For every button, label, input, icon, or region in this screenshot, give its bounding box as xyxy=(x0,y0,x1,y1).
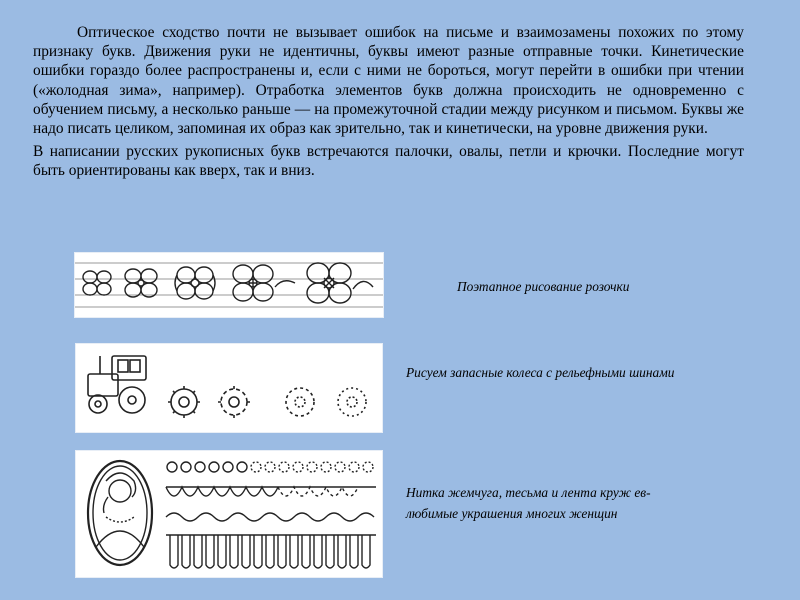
jewelry-caption xyxy=(406,482,746,524)
text-block xyxy=(33,23,744,185)
jewelry-illustration xyxy=(75,450,383,578)
lace-drawing xyxy=(76,451,382,577)
jewelry-caption-line-1: Нитка жемчуга, тесьма и лента круж ев- xyxy=(406,485,651,500)
rose-caption: Поэтапное рисование розочки xyxy=(457,279,630,294)
paragraph-1: Оптическое сходство почти не вызывает ошибок на письме и взаимозамены похожих по этому признаку букв. Движения руки не идентичны, буквы имеют разные отправные точки. Кинетические ошибки гораздо более распространены и, если с ними не бороться, могут перейти в ошибки при чтении («жолодная зима», например). Отработка элементов букв должна происходить не одновременно с обучением письму, а несколько раньше — на промежуточной стадии между рисунком и письмом. Буквы же надо писать целиком, запоминая их образ как зрительно, так и кинетически, на уровне движения руки. xyxy=(33,24,744,138)
rose-drawing xyxy=(75,253,383,317)
rose-illustration xyxy=(74,252,384,318)
wheels-caption: Рисуем запасные колеса с рельефными шинами xyxy=(406,365,675,380)
jewelry-caption-line-2: любимые украшения многих женщин xyxy=(406,506,618,521)
tractor-wheels-drawing xyxy=(76,344,382,432)
wheels-illustration xyxy=(75,343,383,433)
paragraph-2: В написании русских рукописных букв встречаются палочки, овалы, петли и крючки. Последние могут быть ориентированы как вверх, так и вниз. xyxy=(33,143,744,180)
